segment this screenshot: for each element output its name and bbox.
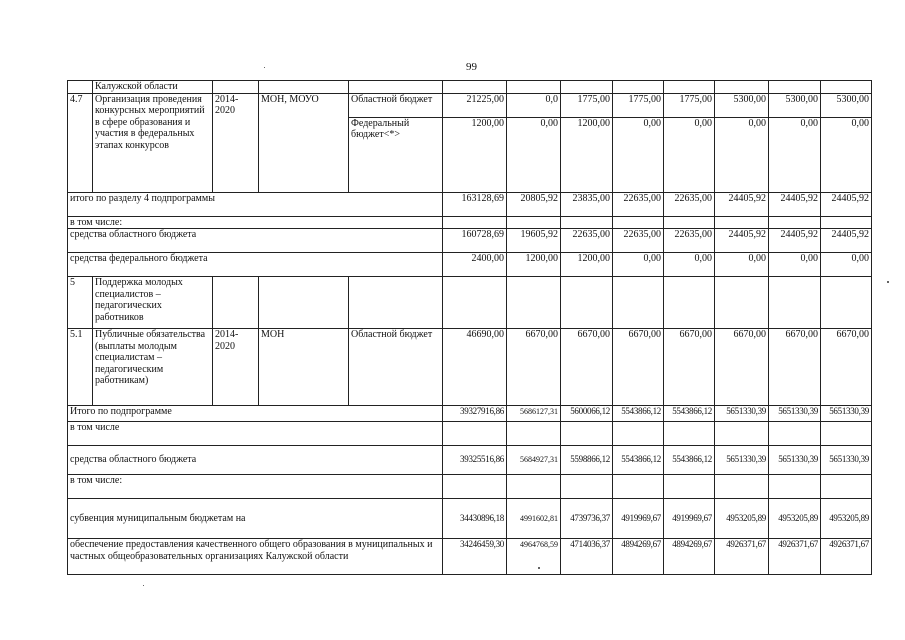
amount-cell: 0,00 [613,117,664,192]
amount-cell: 1775,00 [561,93,613,117]
including-label: в том числе: [68,475,443,499]
amount-cell: 24405,92 [821,192,872,216]
amount-cell: 6670,00 [715,329,769,406]
amount-cell: 4964768,59 [507,539,561,575]
amount-cell: 0,0 [507,93,561,117]
scan-speck [143,585,144,586]
amount-cell: 5651330,39 [821,446,872,475]
page-number: 99 [466,61,477,73]
source-label: средства областного бюджета [68,229,443,253]
table-row [68,81,872,94]
scan-speck [264,67,265,68]
amount-cell: 5600066,12 [561,406,613,422]
amount-cell: 0,00 [507,117,561,192]
row-continuation-text: Калужской области [93,81,213,94]
amount-cell: 22635,00 [613,192,664,216]
scan-speck [887,281,889,283]
amount-cell: 5300,00 [821,93,872,117]
row-number: 4.7 [68,93,93,192]
amount-cell: 34430896,18 [443,499,507,539]
table-row [68,406,872,422]
amount-cell: 6670,00 [613,329,664,406]
source-label: субвенция муниципальным бюджетам на [68,499,443,539]
total-label: Итого по подпрограмме [68,406,443,422]
amount-cell: 0,00 [715,117,769,192]
amount-cell: 5651330,39 [715,406,769,422]
amount-cell: 6670,00 [507,329,561,406]
source-label: обеспечение предоставления качественного общего образования в муниципальных и частных общеобразовательных организациях Калужской области [68,539,443,575]
amount-cell: 39327916,86 [443,406,507,422]
amount-cell: 2400,00 [443,253,507,277]
amount-cell: 5543866,12 [613,446,664,475]
amount-cell: 24405,92 [821,229,872,253]
amount-cell: 6670,00 [664,329,715,406]
amount-cell: 5651330,39 [769,406,821,422]
amount-cell: 39325516,86 [443,446,507,475]
table-row [68,229,872,253]
funding-source: Областной бюджет [349,93,443,117]
amount-cell: 0,00 [821,117,872,192]
total-label: итого по разделу 4 подпрограммы [68,192,443,216]
amount-cell: 1200,00 [507,253,561,277]
amount-cell: 4926371,67 [715,539,769,575]
table-row [68,539,872,575]
table-row [68,93,872,117]
amount-cell: 4926371,67 [821,539,872,575]
amount-cell: 4894269,67 [664,539,715,575]
amount-cell: 5651330,39 [715,446,769,475]
amount-cell: 4894269,67 [613,539,664,575]
amount-cell: 24405,92 [715,229,769,253]
row-number: 5.1 [68,329,93,406]
table-row [68,216,872,229]
amount-cell: 160728,69 [443,229,507,253]
amount-cell: 0,00 [715,253,769,277]
amount-cell: 4953205,89 [715,499,769,539]
table-row [68,422,872,446]
amount-cell: 0,00 [664,117,715,192]
budget-table [67,80,872,575]
table-row [68,475,872,499]
amount-cell: 19605,92 [507,229,561,253]
amount-cell: 4953205,89 [769,499,821,539]
amount-cell: 6670,00 [769,329,821,406]
amount-cell: 4926371,67 [769,539,821,575]
amount-cell: 21225,00 [443,93,507,117]
amount-cell: 4919969,67 [664,499,715,539]
amount-cell: 6670,00 [821,329,872,406]
amount-cell: 6670,00 [561,329,613,406]
amount-cell: 1200,00 [561,117,613,192]
executor: МОН, МОУО [259,93,349,192]
amount-cell: 5300,00 [715,93,769,117]
amount-cell: 5598866,12 [561,446,613,475]
source-label: средства областного бюджета [68,446,443,475]
amount-cell: 22635,00 [613,229,664,253]
amount-cell: 163128,69 [443,192,507,216]
amount-cell: 0,00 [821,253,872,277]
amount-cell: 5686127,31 [507,406,561,422]
amount-cell: 5651330,39 [769,446,821,475]
amount-cell: 5651330,39 [821,406,872,422]
amount-cell: 24405,92 [769,229,821,253]
table-row [68,446,872,475]
amount-cell: 4739736,37 [561,499,613,539]
amount-cell: 1775,00 [613,93,664,117]
amount-cell: 24405,92 [715,192,769,216]
table-row [68,329,872,406]
amount-cell: 22635,00 [664,229,715,253]
amount-cell: 4714036,37 [561,539,613,575]
amount-cell: 5684927,31 [507,446,561,475]
executor: МОН [259,329,349,406]
amount-cell: 23835,00 [561,192,613,216]
amount-cell: 4953205,89 [821,499,872,539]
including-label: в том числе: [68,216,443,229]
amount-cell: 22635,00 [561,229,613,253]
amount-cell: 20805,92 [507,192,561,216]
amount-cell: 4919969,67 [613,499,664,539]
source-label: средства федерального бюджета [68,253,443,277]
amount-cell: 1200,00 [443,117,507,192]
amount-cell: 5543866,12 [664,446,715,475]
amount-cell: 1200,00 [561,253,613,277]
table-row [68,253,872,277]
amount-cell: 22635,00 [664,192,715,216]
row-number: 5 [68,277,93,329]
amount-cell: 1775,00 [664,93,715,117]
amount-cell: 34246459,30 [443,539,507,575]
amount-cell: 0,00 [613,253,664,277]
amount-cell: 5300,00 [769,93,821,117]
measure-name: Организация проведения конкурсных мероприятий в сфере образования и участия в федеральных этапах конкурсов [93,93,213,192]
table-row [68,192,872,216]
amount-cell: 5543866,12 [613,406,664,422]
amount-cell: 5543866,12 [664,406,715,422]
measure-name: Публичные обязательства (выплаты молодым специалистам – педагогическим работникам) [93,329,213,406]
amount-cell: 0,00 [664,253,715,277]
funding-source: Федеральный бюджет<*> [349,117,443,192]
amount-cell: 24405,92 [769,192,821,216]
section-name: Поддержка молодых специалистов – педагогических работников [93,277,213,329]
period: 2014-2020 [213,329,259,406]
table-row [68,277,872,329]
amount-cell: 4991602,81 [507,499,561,539]
funding-source: Областной бюджет [349,329,443,406]
amount-cell: 46690,00 [443,329,507,406]
amount-cell: 0,00 [769,117,821,192]
period: 2014-2020 [213,93,259,192]
including-label: в том числе [68,422,443,446]
amount-cell: 0,00 [769,253,821,277]
table-row [68,499,872,539]
